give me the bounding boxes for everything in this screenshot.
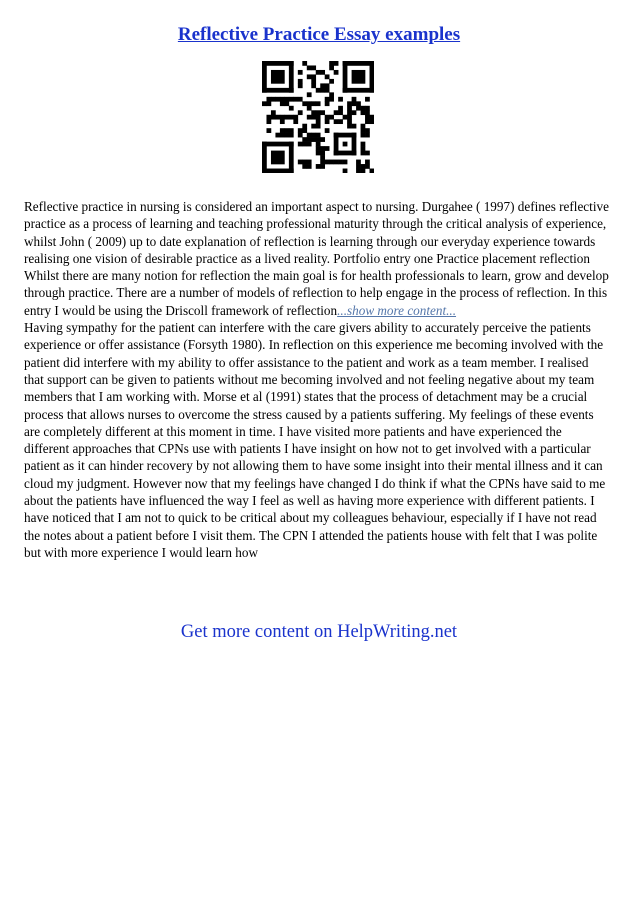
show-more-link[interactable]: ...show more content... [337,302,457,318]
qr-code-icon [262,61,374,173]
paragraph-1-text: Reflective practice in nursing is considered an important aspect to nursing. Durgahee ( 1997) defines reflective practice as a process of learning and teaching professional maturity through the critical analysis of experience, whilst John ( 2009) up to date explanation of reflection is learning through our everyday experience towards realising one vision of desirable practice as a lived reality. Portfolio entry one Practice placement reflection Whilst there are many notion for reflection the main goal is for health professionals to learn, grow and develop through practice. There are a number of models of reflection to help engage in the process of reflection. In this entry I would be using the Driscoll framework of reflection [24,199,609,318]
essay-paragraph-1 [24,198,610,319]
essay-body [24,198,610,561]
footer [0,620,638,644]
title-link[interactable]: Reflective Practice Essay examples [177,24,461,45]
essay-paragraph-2: Having sympathy for the patient can interfere with the care givers ability to accurately perceive the patients experience or offer assistance (Forsyth 1980). In reflection on this experience me becoming involved with the patient did interfere with my ability to offer assistance to the patient and work as a team member. I realised that support can be given to patients without me becoming involved and not feeling negative about my team members that I am working with. Morse et al (1991) states that the process of detachment may be a crucial process that allows nurses to overcome the stress caused by a patients suffering. My feelings of these events are completely different at this moment in time. I have visited more patients and have experienced the different approaches that CPNs use with patients I have insight on how not to get involved with a particular patient as it can hinder recovery by not allowing them to have some insight into their mental illness and it can cloud my judgment. However now that my feelings have changed I do think if what the CPNs have said to me about the patients have influenced the way I feel as well as having more experience with different patients. I have noticed that I am not to quick to be critical about my colleagues behaviour, especially if I have not read the notes about a patient before I visit them. The CPN I attended the patients house with felt that I was polite but with more experience I would learn how [24,320,606,560]
document-title [0,23,638,47]
helpwriting-link[interactable]: Get more content on HelpWriting.net [180,622,458,642]
